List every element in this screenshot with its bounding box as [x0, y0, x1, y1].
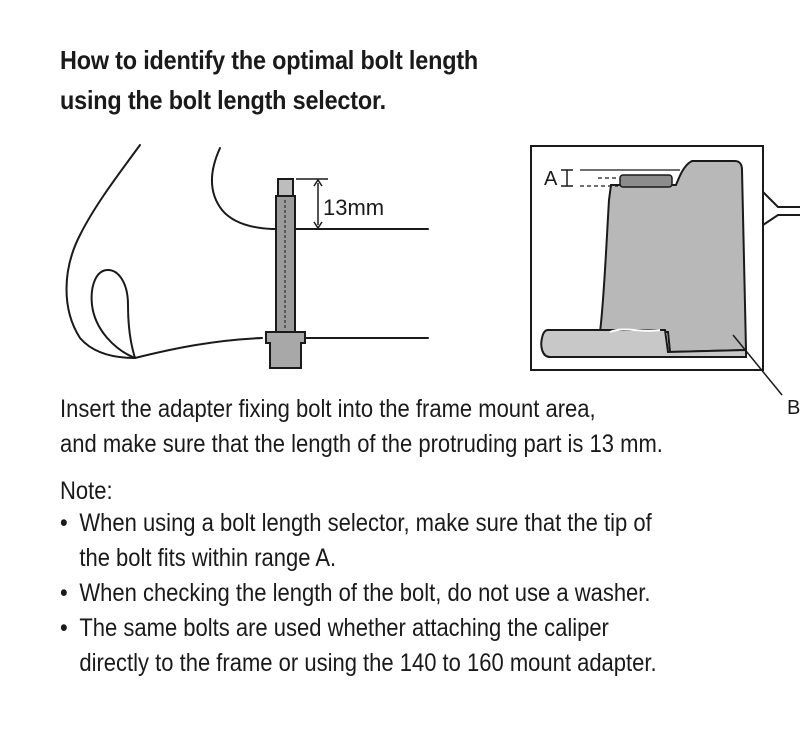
- adapter-fixing-bolt: [266, 179, 305, 368]
- note-item: [60, 611, 657, 681]
- range-a-label: A: [544, 168, 558, 190]
- note-item-line: When checking the length of the bolt, do not use a washer.: [79, 579, 651, 607]
- bullet-icon: •: [60, 509, 68, 537]
- note-item-line: the bolt fits within range A.: [79, 544, 337, 572]
- note-item: [60, 576, 657, 611]
- title-line-1: How to identify the optimal bolt length: [60, 45, 479, 75]
- bullet-icon: •: [60, 579, 68, 607]
- selector-detail-box: [531, 146, 800, 395]
- instruction-line-1: Insert the adapter fixing bolt into the frame mount area,: [60, 395, 596, 423]
- note-item: [60, 506, 657, 576]
- instruction-text: [60, 392, 663, 462]
- dimension-label: 13mm: [323, 195, 385, 220]
- callout-label: B: [787, 397, 800, 419]
- note-heading: Note:: [60, 477, 113, 505]
- note-list: [60, 506, 657, 681]
- instruction-line-2: and make sure that the length of the protruding part is 13 mm.: [60, 430, 663, 458]
- note-item-line: When using a bolt length selector, make sure that the tip of: [79, 509, 652, 537]
- frame-mount-drawing: [67, 145, 429, 358]
- title-line-2: using the bolt length selector.: [60, 85, 386, 115]
- note-item-line: The same bolts are used whether attaching the caliper: [79, 614, 609, 642]
- note-item-line: directly to the frame or using the 140 to 160 mount adapter.: [79, 649, 657, 677]
- bullet-icon: •: [60, 614, 68, 642]
